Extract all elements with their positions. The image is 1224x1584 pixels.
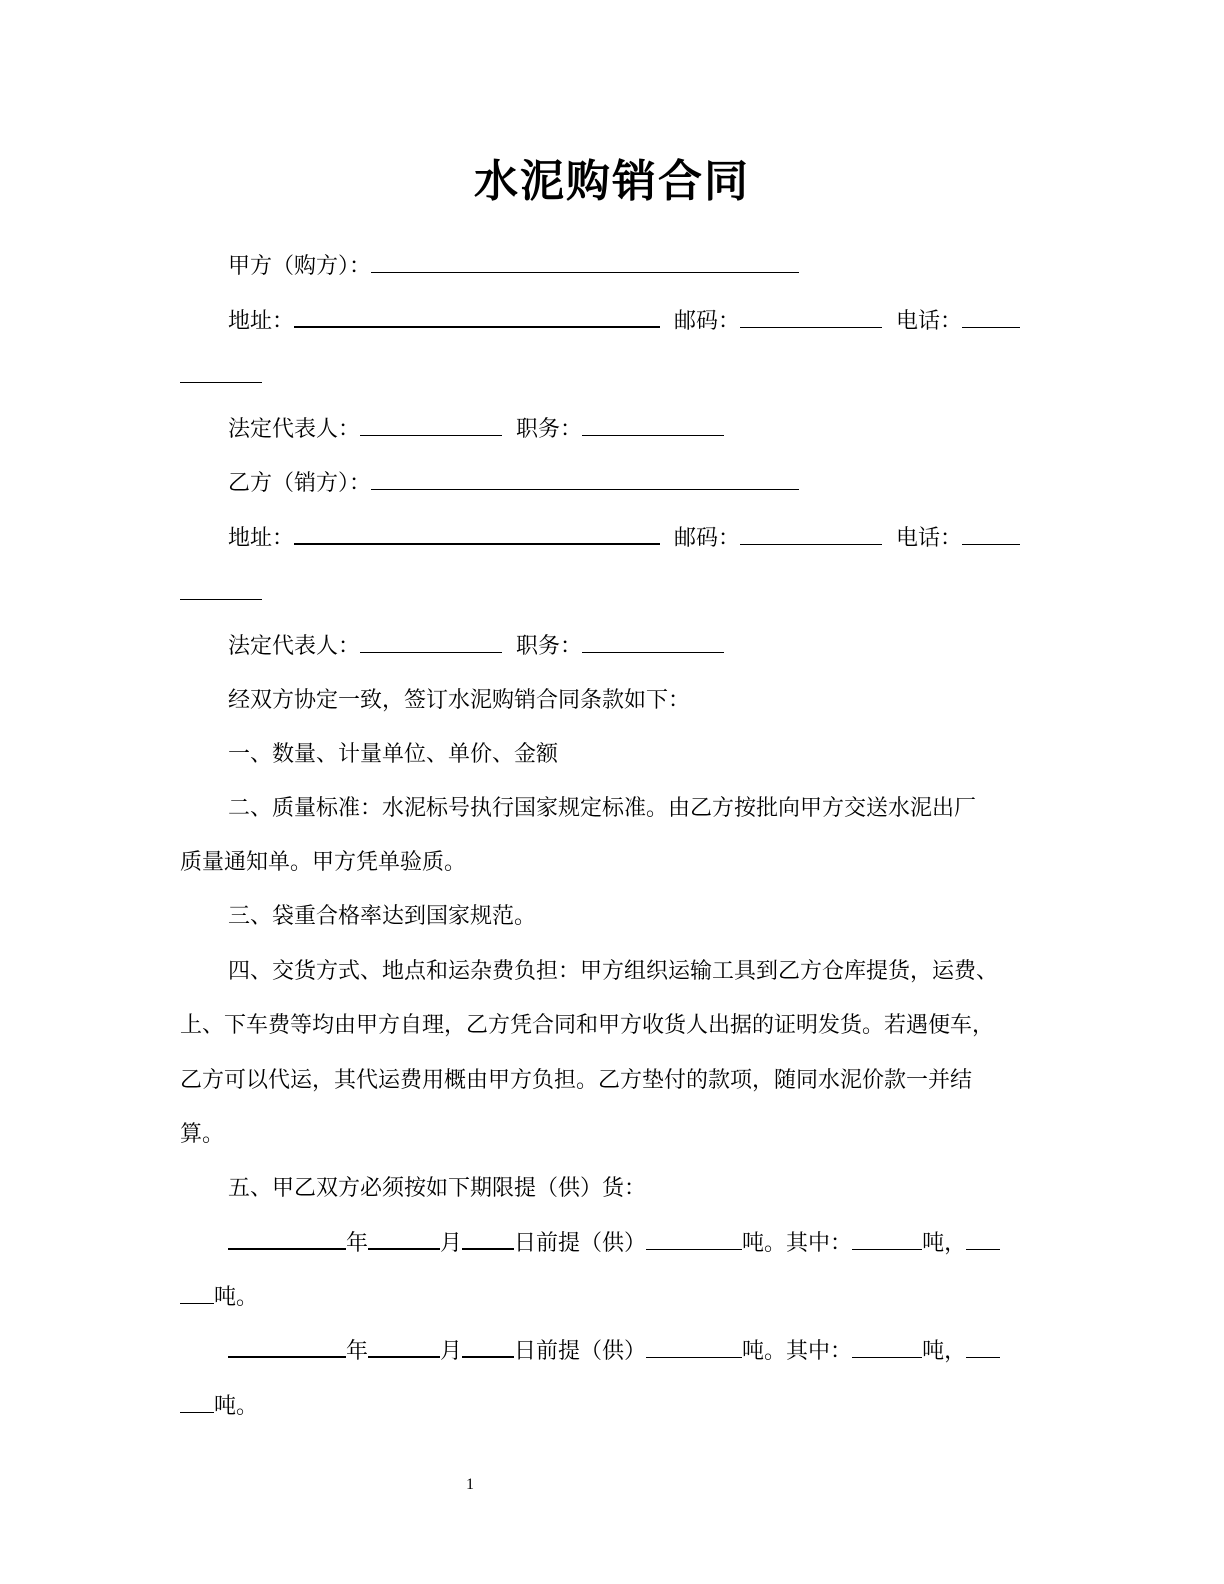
schedule-1-tons-blank[interactable] (646, 1248, 742, 1250)
clause-4-line-1: 四、交货方式、地点和运杂费负担：甲方组织运输工具到乙方仓库提货，运费、 (228, 959, 999, 984)
party-a-postcode-blank[interactable] (740, 326, 882, 328)
clause-5: 五、甲乙双方必须按如下期限提（供）货： (228, 1176, 647, 1201)
schedule-1-tons-part2-blank-cont[interactable] (180, 1302, 214, 1304)
schedule-2-tons-part2-blank[interactable] (966, 1356, 1000, 1358)
clause-4-line-4: 算。 (180, 1122, 225, 1147)
schedule-row-1-continuation (180, 1283, 1040, 1313)
schedule-2-month-blank[interactable] (368, 1355, 440, 1358)
party-a-line (180, 252, 1088, 282)
schedule-2-tons-part2-blank-cont[interactable] (180, 1411, 214, 1413)
party-a-postcode-label: 邮码： (674, 309, 741, 334)
party-b-postcode-blank[interactable] (740, 543, 882, 545)
party-a-position-blank[interactable] (582, 434, 724, 436)
party-a-address-line (180, 307, 1088, 337)
party-a-address-label: 地址： (228, 309, 295, 334)
party-b-rep-line (180, 632, 1088, 662)
party-a-address-blank[interactable] (294, 325, 660, 328)
page-number: 1 (466, 1476, 474, 1493)
party-b-position-blank[interactable] (582, 651, 724, 653)
clause-3: 三、袋重合格率达到国家规范。 (228, 904, 537, 929)
schedule-2-ton-comma: 吨， (922, 1339, 967, 1364)
party-b-line (180, 469, 1088, 499)
schedule-row-1 (180, 1229, 1088, 1259)
party-a-position-label: 职务： (516, 417, 583, 442)
clause-2-line-1: 二、质量标准：水泥标号执行国家规定标准。由乙方按批向甲方交送水泥出厂 (228, 796, 977, 821)
party-a-phone-blank[interactable] (962, 326, 1020, 328)
schedule-2-deliver-label: 日前提（供） (514, 1339, 647, 1364)
party-a-phone-blank-cont[interactable] (180, 381, 262, 383)
party-b-address-label: 地址： (228, 526, 295, 551)
schedule-1-month-label: 月 (440, 1231, 463, 1256)
party-b-phone-label: 电话： (896, 526, 963, 551)
intro-text: 经双方协定一致，签订水泥购销合同条款如下： (228, 688, 691, 713)
schedule-1-year-blank[interactable] (228, 1247, 346, 1250)
schedule-2-year-blank[interactable] (228, 1355, 346, 1358)
schedule-1-tons-part2-blank[interactable] (966, 1248, 1000, 1250)
party-b-rep-label: 法定代表人： (228, 634, 361, 659)
party-a-phone-continuation (180, 362, 1040, 392)
document-title: 水泥购销合同 (474, 156, 750, 207)
schedule-2-day-blank[interactable] (462, 1355, 514, 1358)
party-b-label: 乙方（销方）： (228, 471, 372, 496)
schedule-2-ton-end: 吨。 (214, 1394, 259, 1419)
schedule-row-2 (180, 1337, 1088, 1367)
schedule-2-tons-blank[interactable] (646, 1356, 742, 1358)
schedule-1-among-label: 吨。其中： (742, 1231, 853, 1256)
schedule-1-year-label: 年 (346, 1231, 369, 1256)
party-b-phone-blank-cont[interactable] (180, 598, 262, 600)
schedule-2-among-label: 吨。其中： (742, 1339, 853, 1364)
party-b-phone-continuation (180, 579, 1040, 609)
schedule-2-tons-part-blank[interactable] (852, 1356, 922, 1358)
schedule-row-2-continuation (180, 1392, 1040, 1422)
party-a-rep-line (180, 415, 1088, 445)
schedule-1-ton-comma: 吨， (922, 1231, 967, 1256)
party-b-address-blank[interactable] (294, 542, 660, 545)
party-a-label: 甲方（购方）： (228, 254, 372, 279)
schedule-1-deliver-label: 日前提（供） (514, 1231, 647, 1256)
party-b-postcode-label: 邮码： (674, 526, 741, 551)
party-b-position-label: 职务： (516, 634, 583, 659)
party-a-rep-blank[interactable] (360, 434, 502, 436)
schedule-2-month-label: 月 (440, 1339, 463, 1364)
party-b-rep-blank[interactable] (360, 651, 502, 653)
schedule-1-tons-part-blank[interactable] (852, 1248, 922, 1250)
party-a-phone-label: 电话： (896, 309, 963, 334)
party-b-phone-blank[interactable] (962, 543, 1020, 545)
clause-4-line-3: 乙方可以代运，其代运费用概由甲方负担。乙方垫付的款项，随同水泥价款一并结 (180, 1068, 973, 1093)
clause-4-line-2: 上、下车费等均由甲方自理，乙方凭合同和甲方收货人出据的证明发货。若遇便车， (180, 1013, 995, 1038)
party-a-name-blank[interactable] (371, 271, 799, 273)
party-a-rep-label: 法定代表人： (228, 417, 361, 442)
party-b-address-line (180, 524, 1088, 554)
clause-1: 一、数量、计量单位、单价、金额 (228, 742, 559, 767)
schedule-2-year-label: 年 (346, 1339, 369, 1364)
clause-2-line-2: 质量通知单。甲方凭单验质。 (180, 850, 467, 875)
schedule-1-day-blank[interactable] (462, 1247, 514, 1250)
schedule-1-ton-end: 吨。 (214, 1285, 259, 1310)
party-b-name-blank[interactable] (371, 488, 799, 490)
schedule-1-month-blank[interactable] (368, 1247, 440, 1250)
